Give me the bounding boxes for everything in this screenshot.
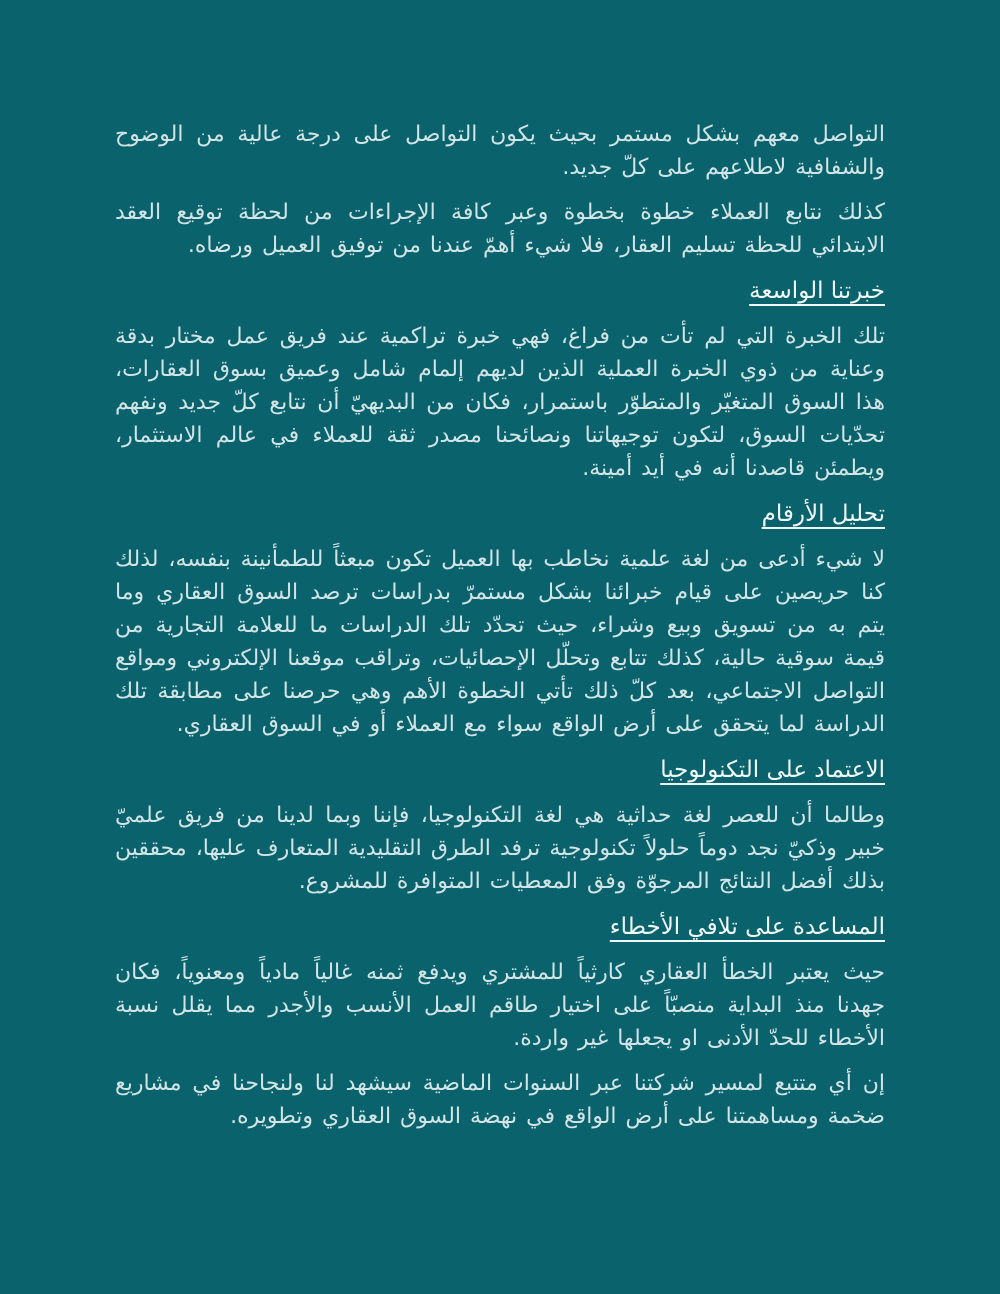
paragraph-number-analysis: لا شيء أدعى من لغة علمية نخاطب بها العميل تكون مبعثاً للطمأنينة بنفسه، لذلك كنا حريصين على قيام خبرائنا بشكل مستمرّ بدراسات ترصد السوق العقاري وما يتم به من تسويق وبيع وشراء، حيث تحدّد تلك الدراسات ما للعلامة التجارية من قيمة سوقية حالية، كذلك تتابع وتحلّل الإحصائيات، وتراقب موقعنا الإلكتروني ومواقع التواصل الاجتماعي، بعد كلّ ذلك تأتي الخطوة الأهم وهي حرصنا على مطابقة تلك الدراسة لما يتحقق على أرض الواقع سواء مع العملاء أو في السوق العقاري. bbox=[115, 547, 885, 737]
paragraph-avoiding-errors: حيث يعتبر الخطأ العقاري كارثياً للمشتري ويدفع ثمنه غالياً مادياً ومعنوياً، فكان جهدنا منذ البداية منصبّاً على اختيار طاقم العمل الأنسب والأجدر مما يقلل نسبة الأخطاء للحدّ الأدنى او يجعلها غير واردة. bbox=[115, 960, 885, 1051]
section-heading-our-wide-experience: خبرتنا الواسعة bbox=[749, 278, 885, 304]
section-heading-avoiding-errors: المساعدة على تلافي الأخطاء bbox=[609, 914, 885, 940]
paragraph-reliance-on-technology: وطالما أن للعصر لغة حداثية هي لغة التكنولوجيا، فإننا وبما لدينا من فريق علميّ خبير وذكيّ نجد دوماً حلولاً تكنولوجية ترفد الطرق التقليدية المتعارف عليها، محققين بذلك أفضل النتائج المرجوّة وفق المعطيات المتوافرة للمشروع. bbox=[115, 803, 885, 894]
section-heading-reliance-on-technology: الاعتماد على التكنولوجيا bbox=[660, 757, 885, 783]
intro-paragraph-follow-up: كذلك نتابع العملاء خطوة بخطوة وعبر كافة الإجراءات من لحظة توقيع العقد الابتدائي للحظة تسليم العقار، فلا شيء أهمّ عندنا من توفيق العميل ورضاه. bbox=[115, 200, 885, 258]
closing-paragraph-track-record: إن أي متتبع لمسير شركتنا عبر السنوات الماضية سيشهد لنا ولنجاحنا في مشاريع ضخمة ومساهمتنا على أرض الواقع في نهضة السوق العقاري وتطويره. bbox=[115, 1071, 885, 1129]
paragraph-our-wide-experience: تلك الخبرة التي لم تأت من فراغ، فهي خبرة تراكمية عند فريق عمل مختار بدقة وعناية من ذوي الخبرة العملية الذين لديهم إلمام شامل وعميق بسوق العقارات، هذا السوق المتغيّر والمتطوّر باستمرار، فكان من البديهيّ أن نتابع كلّ جديد ونفهم تحدّيات السوق، لتكون توجيهاتنا ونصائحنا مصدر ثقة للعملاء في عالم الاستثمار، ويطمئن قاصدنا أنه في أيد أمينة. bbox=[115, 324, 885, 481]
section-heading-number-analysis: تحليل الأرقام bbox=[761, 501, 885, 527]
intro-paragraph-communication: التواصل معهم بشكل مستمر بحيث يكون التواصل على درجة عالية من الوضوح والشفافية لاطلاعهم على كلّ جديد. bbox=[115, 122, 885, 180]
